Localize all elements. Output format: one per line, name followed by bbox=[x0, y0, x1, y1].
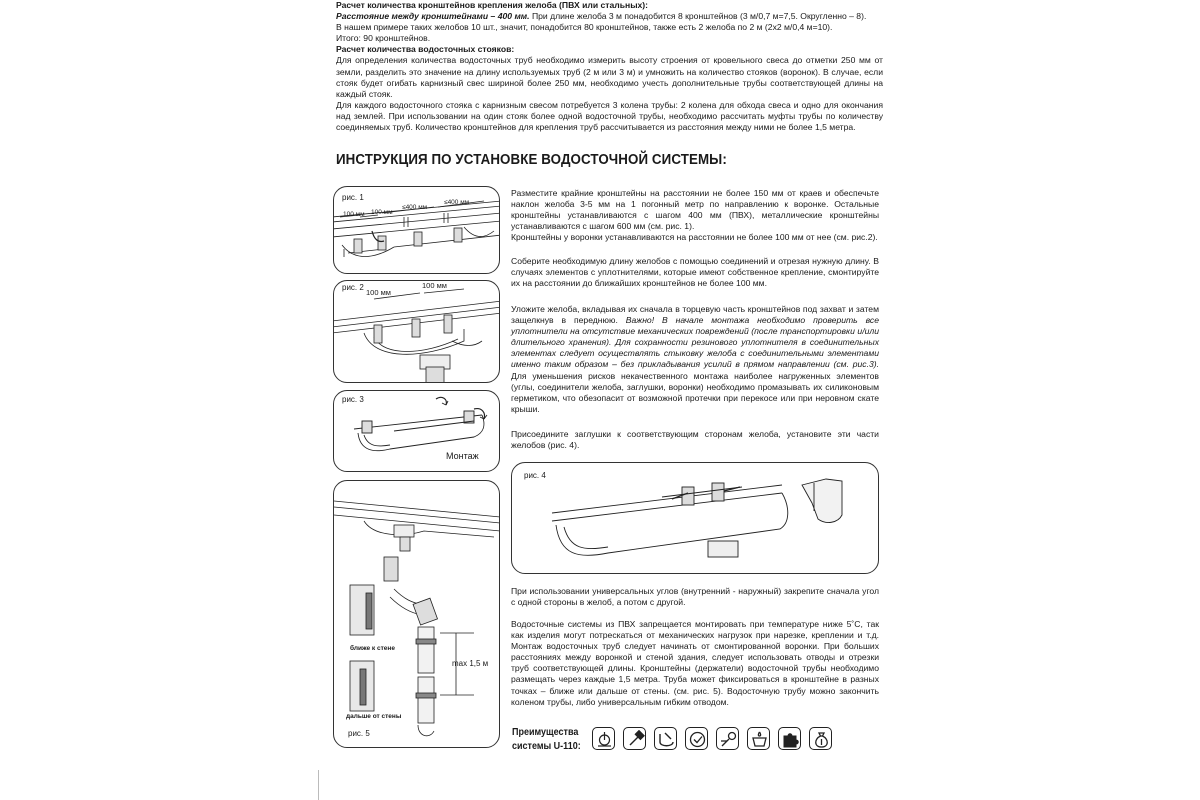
advantages-title-line-1: Преимущества bbox=[512, 727, 579, 738]
downpipes-para-1: Для определения количества водосточных труб необходимо измерить высоту строения от кровельного свеса до отметки 250 мм от земли, разделить это значение на длину используемых труб (2 м или 3 м) и умножить на количество стояков (воронок). В случае, если стояк будет огибать карнизный свес шириной более 250 мм, необходимо учесть дополнительные трубы соответствующей длины на каждый стояк. bbox=[336, 55, 883, 99]
figure-4-drawing bbox=[512, 463, 879, 574]
step-6-text: Водосточные системы из ПВХ запрещается монтировать при температуре ниже 5˚С, так как изделия могут потрескаться от механических нагрузок при нарезке, креплении и т.д. Монтаж водосточных труб следует начинать от смонтированной воронки. При больших расстояниях между воронкой и стеной здания, следует использовать отводы и отрезки труб соответствующей длины. Кронштейны (держатели) водосточной трубы необходимо размещать через каждые 1,5 метра. Труба может фиксироваться в кронштейне в разных точках – ближе или дальше от стены. (см. рис. 5). Водосточную трубу можно закончить коленом трубы, либо универсальным гибким отводом. bbox=[511, 619, 879, 707]
figure-3-caption: Монтаж bbox=[446, 451, 479, 461]
repair-icon bbox=[716, 727, 739, 750]
figure-5-max-label: max 1,5 м bbox=[452, 659, 489, 668]
step-5-text: При использовании универсальных углов (внутренний - наружный) закрепите сначала угол с одной стороны в желоб, а потом с другой. bbox=[511, 586, 879, 608]
figure-1-dim-4: ≤400 мм bbox=[444, 199, 470, 206]
figure-5-far-label: дальше от стены bbox=[346, 713, 402, 720]
gutter-icon bbox=[654, 727, 677, 750]
figure-2-drawing bbox=[334, 281, 500, 383]
money-bag-icon bbox=[809, 727, 832, 750]
page-divider bbox=[318, 770, 319, 800]
figure-5-drawing bbox=[334, 481, 500, 748]
figure-5-near-label: ближе к стене bbox=[350, 645, 395, 652]
brackets-heading: Расчет количества кронштейнов крепления желоба (ПВХ или стальных): bbox=[336, 0, 649, 10]
brackets-para-1: Расстояние между кронштейнами – 400 мм. При длине желоба 3 м понадобится 8 кронштейнов (3 м/0,7 м=7,5. Округленно – 8). bbox=[336, 11, 867, 22]
hammer-icon bbox=[623, 727, 646, 750]
step-2 bbox=[511, 256, 879, 289]
puzzle-icon bbox=[778, 727, 801, 750]
brackets-total: Итого: 90 кронштейнов. bbox=[336, 33, 431, 44]
figure-1-dim-1: 100 мм bbox=[343, 211, 365, 218]
figure-2 bbox=[333, 280, 500, 383]
downpipes-para-2: Для каждого водосточного стояка с карнизным свесом потребуется 3 колена трубы: 2 колена для обхода свеса и одно для окончания над землей. При использовании на один стояк более одной водосточной трубы, необходимо рассчитать муфты трубы по количеству соединяемых труб. Количество кронштейнов для крепления труб рассчитывается из расстояния между ними не более 1,5 метра. bbox=[336, 99, 883, 133]
advantages-title-line-2: системы U-110: bbox=[512, 741, 581, 752]
figure-2-label: рис. 2 bbox=[342, 283, 364, 292]
advantages-title bbox=[512, 726, 581, 754]
figure-3-label: рис. 3 bbox=[342, 395, 364, 404]
step-5 bbox=[511, 586, 879, 608]
step-3-text: Уложите желоба, вкладывая их сначала в торцевую часть кронштейнов под захват и затем защелкнув в переднюю. Важно! В начале монтажа необходимо проверить все уплотнители на отсутствие механических повреждений (после транспортировки и/или длительного хранения). Для сохранности резинового уплотнителя в соединительных элементах следует осуществлять стыковку желоба с соединительными элементами именно таким образом – без прикладывания усилий в прямом направлении (см. рис.3). Для уменьшения рисков некачественного монтажа наиболее нагруженных элементов (углы, соединители желоба, заглушки, воронки) необходимо промазывать их силиконовым герметиком, что обезопасит от возможной протечки при перекосе или при неровном скате крыши. bbox=[511, 304, 879, 414]
quality-icon bbox=[685, 727, 708, 750]
brackets-para-2: В нашем примере таких желобов 10 шт., значит, понадобится 80 кронштейнов, также есть 2 желоба по 2 м (2х2 м/0,4 м=10). bbox=[336, 22, 833, 33]
figure-3 bbox=[333, 390, 500, 472]
figure-4-label: рис. 4 bbox=[524, 471, 546, 480]
water-icon bbox=[747, 727, 770, 750]
figure-1 bbox=[333, 186, 500, 274]
temperature-icon bbox=[592, 727, 615, 750]
step-1-text-b: Кронштейны у воронки устанавливаются на расстоянии не более 100 мм от нее (см. рис.2). bbox=[511, 232, 878, 243]
step-6 bbox=[511, 619, 879, 708]
step-4-text: Присоедините заглушки к соответствующим сторонам желоба, установите эти части желобов (рис. 4). bbox=[511, 429, 879, 451]
figure-2-dim-1: 100 мм bbox=[366, 288, 391, 297]
figure-5-label: рис. 5 bbox=[348, 729, 370, 738]
step-4 bbox=[511, 429, 879, 451]
downpipes-heading: Расчет количества водосточных стояков: bbox=[336, 44, 515, 55]
step-3 bbox=[511, 304, 879, 415]
top-text-block bbox=[336, 0, 883, 133]
figure-1-dim-2: 100 мм bbox=[371, 209, 393, 216]
figure-2-dim-2: 100 мм bbox=[422, 281, 447, 290]
step-1-text: Разместите крайние кронштейны на расстоянии не более 150 мм от краев и обеспечьте наклон желоба 3-5 мм на 1 погонный метр по направлению к воронке. Остальные кронштейны устанавливаются с шагом 400 мм (ПВХ), металлические кронштейны устанавливаются с шагом 600 мм (см. рис. 1). bbox=[511, 188, 879, 232]
figure-5 bbox=[333, 480, 500, 748]
figure-1-label: рис. 1 bbox=[342, 193, 364, 202]
figure-4 bbox=[511, 462, 879, 574]
step-1 bbox=[511, 188, 879, 243]
figure-1-dim-3: ≤400 мм bbox=[402, 204, 428, 211]
step-2-text: Соберите необходимую длину желобов с помощью соединений и отрезая нужную длину. В случаях элементов с уплотнителями, которые имеют собственное крепление, смонтируйте их на расстоянии до ближайших кронштейнов не более 100 мм. bbox=[511, 256, 879, 289]
instruction-title: ИНСТРУКЦИЯ ПО УСТАНОВКЕ ВОДОСТОЧНОЙ СИСТЕМЫ: bbox=[336, 152, 727, 168]
